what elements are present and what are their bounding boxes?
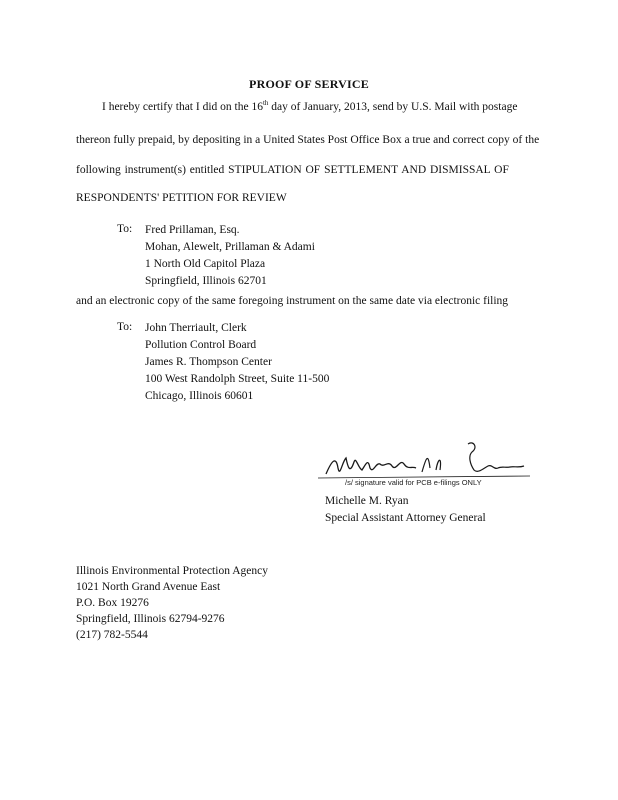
signer-role: Special Assistant Attorney General [325,512,486,524]
recipient-1-address [145,222,315,290]
recipient-2-to-label: To: [117,321,133,333]
address-line: James R. Thompson Center [145,356,272,368]
agency-line: Springfield, Illinois 62794-9276 [76,613,225,625]
address-line: 100 West Randolph Street, Suite 11-500 [145,373,330,385]
address-line: Fred Prillaman, Esq. [145,224,240,236]
certification-text: I hereby certify that I did on the 16 [102,101,263,113]
agency-line: Illinois Environmental Protection Agency [76,565,268,577]
certification-line-4: RESPONDENTS' PETITION FOR REVIEW [76,192,287,204]
signature-validity-note: /s/ signature valid for PCB e-filings ONLY [345,478,482,487]
signer-name: Michelle M. Ryan [325,495,409,507]
certification-text: day of January, 2013, send by U.S. Mail with postage [268,101,518,113]
electronic-copy-line: and an electronic copy of the same foregoing instrument on the same date via electronic filing [76,295,509,307]
address-line: Mohan, Alewelt, Prillaman & Adami [145,241,315,253]
recipient-1-to-label: To: [117,223,133,235]
document-title: PROOF OF SERVICE [249,77,369,91]
address-line: John Therriault, Clerk [145,322,247,334]
signer-block [325,493,486,527]
agency-address [76,563,268,643]
address-line: Chicago, Illinois 60601 [145,390,254,402]
address-line: Pollution Control Board [145,339,257,351]
recipient-2-address [145,320,329,405]
agency-line: (217) 782-5544 [76,629,148,641]
certification-line-2: thereon fully prepaid, by depositing in a United States Post Office Box a true and correct copy of the [76,134,540,146]
agency-line: 1021 North Grand Avenue East [76,581,221,593]
certification-line-1 [102,101,517,113]
ordinal-suffix: th [262,99,269,108]
address-line: 1 North Old Capitol Plaza [145,258,266,270]
certification-line-3: following instrument(s) entitled STIPULATION OF SETTLEMENT AND DISMISSAL OF [76,164,509,176]
agency-line: P.O. Box 19276 [76,597,149,609]
address-line: Springfield, Illinois 62701 [145,275,267,287]
